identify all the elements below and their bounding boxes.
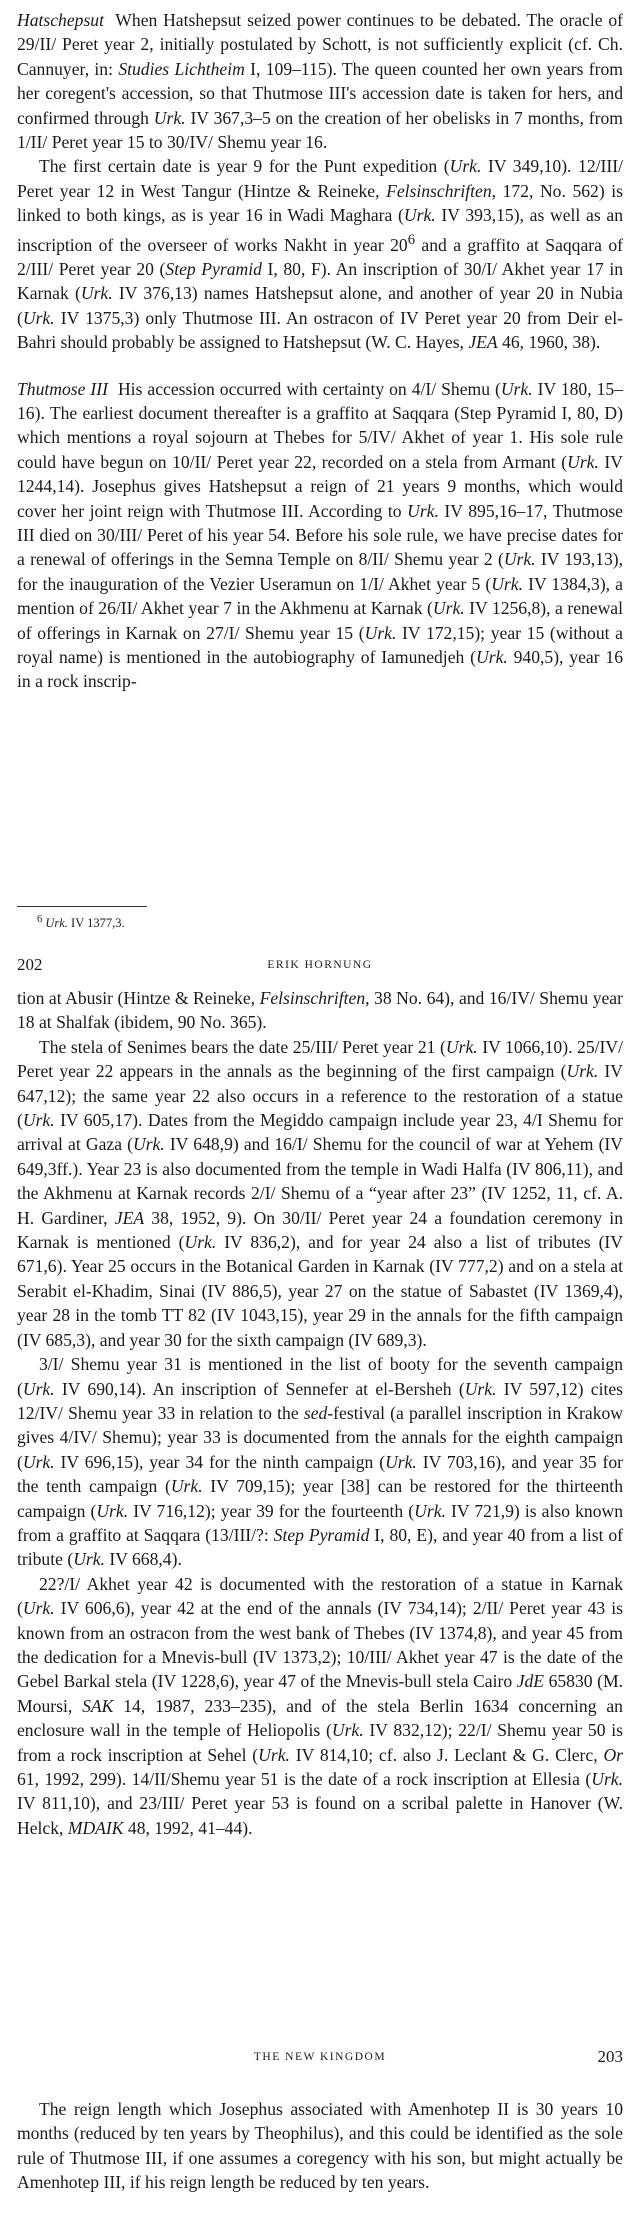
page-201-text bbox=[17, 8, 623, 694]
paragraph-abusir: tion at Abusir (Hintze & Reineke, Felsinschriften, 38 No. 64), and 16/IV/ Shemu year 18 at Shalfak (ibidem, 90 No. 365). bbox=[17, 988, 623, 1033]
page-number-202: 202 bbox=[17, 955, 43, 974]
page-number-203: 203 bbox=[597, 2047, 623, 2066]
footnote-rule bbox=[17, 906, 147, 907]
paragraph-josephus-reign-length: The reign length which Josephus associated with Amenhotep II is 30 years 10 months (reduced by ten years by Theophilus), and this could be identified as the sole rule of Thutmose III, if one assumes a coregency with his son, but might actually be Amenhotep III, if his reign length be reduced by ten years. bbox=[17, 2099, 623, 2193]
paragraph-senimes-stela: The stela of Senimes bears the date 25/III/ Peret year 21 (Urk. IV 1066,10). 25/IV/ Peret year 22 appears in the annals as the beginning of the first campaign (Urk. IV 647,12); the same year 22 also occurs in a reference to the restoration of a statue (Urk. IV 605,17). Dates from the Megiddo campaign include year 23, 4/I Shemu for arrival at Gaza (Urk. IV 648,9) and 16/I/ Shemu for the council of war at Yehem (IV 649,3ff.). Year 23 is also documented from the temple in Wadi Halfa (IV 806,11), and the Akhmenu at Karnak records 2/I/ Shemu of a “year after 23” (IV 1252, 11, cf. A. H. Gardiner, JEA 38, 1952, 9). On 30/II/ Peret year 24 a foundation ceremony in Karnak is mentioned (Urk. IV 836,2), and for year 24 also a list of tributes (IV 671,6). Year 25 occurs in the Botanical Garden in Karnak (IV 777,2) and on a stela at Serabit el-Khadim, Sinai (IV 886,5), year 27 on the statue of Sabastet (IV 1369,4), year 28 in the tomb TT 82 (IV 1043,15), year 29 in the annals for the fifth campaign (IV 685,3), and year 30 for the sixth campaign (IV 689,3). bbox=[17, 1036, 623, 1350]
paragraph-first-certain-date: The first certain date is year 9 for the Punt expedition (Urk. IV 349,10). 12/III/ Peret year 12 in West Tangur (Hintze & Reineke, Felsinschriften, 172, No. 562) is linked to both kings, as is year 16 in Wadi Maghara (Urk. IV 393,15), as well as an inscription of the overseer of works Nakht in year $20^6$ and a graffito at Saqqara of 2/III/ Peret year 20 (Step Pyramid I, 80, F). An inscription of 30/I/ Akhet year 17 in Karnak (Urk. IV 376,13) names Hatshepsut alone, and another of year 20 in Nubia (Urk. IV 1375,3) only Thutmose III. An ostracon of IV Peret year 20 from Deir el-Bahri should probably be assigned to Hatshepsut (W. C. Hayes, JEA 46, 1960, 38). bbox=[17, 156, 624, 353]
page-202-header bbox=[17, 955, 623, 977]
paragraph-hatshepsut: Hatschepsut When Hatshepsut seized power continues to be debated. The oracle of 29/II/ Peret year 2, initially postulated by Schott, is not sufficiently explicit (cf. Ch. Cannuyer, in: Studies Lichtheim I, 109–115). The queen counted her own years from her coregent's accession, so that Thutmose III's accession date is taken for hers, and confirmed through Urk. IV 367,3–5 on the creation of her obelisks in 7 months, from 1/II/ Peret year 15 to 30/IV/ Shemu year 16. bbox=[17, 10, 623, 153]
running-head-author: ERIK HORNUNG bbox=[267, 959, 373, 971]
running-head-section: THE NEW KINGDOM bbox=[253, 2051, 387, 2063]
paragraph-year-42: 22?/I/ Akhet year 42 is documented with the restoration of a statue in Karnak (Urk. IV 606,6), year 42 at the end of the annals (IV 734,14); 2/II/ Peret year 43 is known from an ostracon from the west bank of Thebes (IV 1374,8), and year 45 from the dedication for a Mnevis-bull (IV 1373,2); 10/III/ Akhet year 47 is the date of the Gebel Barkal stela (IV 1228,6), year 47 of the Mnevis-bull stela Cairo JdE 65830 (M. Moursi, SAK 14, 1987, 233–235), and of the stela Berlin 1634 concerning an enclosure wall in the temple of Heliopolis (Urk. IV 832,12); 22/I/ Shemu year 50 is from a rock inscription at Sehel (Urk. IV 814,10; cf. also J. Leclant & G. Clerc, Or 61, 1992, 299). 14/II/Shemu year 51 is the date of a rock inscription at Ellesia (Urk. IV 811,10), and 23/III/ Peret year 53 is found on a scribal palette in Hanover (W. Helck, MDAIK 48, 1992, 41–44). bbox=[17, 1573, 624, 1838]
footnote-6: $^6$ Urk. IV 1377,3. bbox=[37, 914, 125, 931]
paragraph-thutmose-iii: Thutmose III His accession occurred with certainty on 4/I/ Shemu (Urk. IV 180, 15–16). The earliest document thereafter is a graffito at Saqqara (Step Pyramid I, 80, D) which mentions a royal sojourn at Thebes for 5/IV/ Akhet of year 1. His sole rule could have begun on 10/II/ Peret year 22, recorded on a stela from Armant (Urk. IV 1244,14). Josephus gives Hatshepsut a reign of 21 years 9 months, which would cover her joint reign with Thutmose III. According to Urk. IV 895,16–17, Thutmose III died on 30/III/ Peret of his year 54. Before his sole rule, we have precise dates for a renewal of offerings in the Semna Temple on 8/II/ Shemu year 2 (Urk. IV 193,13), for the inauguration of the Vezier Useramun on 1/I/ Akhet year 5 (Urk. IV 1384,3), a mention of 26/II/ Akhet year 7 in the Akhmenu at Karnak (Urk. IV 1256,8), a renewal of offerings in Karnak on 27/I/ Shemu year 15 (Urk. IV 172,15); year 15 (without a royal name) is mentioned in the autobiography of Iamunedjeh (Urk. 940,5), year 16 in a rock inscrip- bbox=[17, 378, 624, 692]
page-203-text bbox=[17, 2097, 623, 2195]
page-203-header bbox=[17, 2047, 623, 2069]
paragraph-seventh-campaign: 3/I/ Shemu year 31 is mentioned in the list of booty for the seventh campaign (Urk. IV 690,14). An inscription of Sennefer at el-Bersheh (Urk. IV 597,12) cites 12/IV/ Shemu year 33 in relation to the sed-festival (a parallel inscription in Krakow gives 4/IV/ Shemu); year 33 is documented from the annals for the eighth campaign (Urk. IV 696,15), year 34 for the ninth campaign (Urk. IV 703,16), and year 35 for the tenth campaign (Urk. IV 709,15); year [38] can be restored for the thirteenth campaign (Urk. IV 716,12); year 39 for the fourteenth (Urk. IV 721,9) is also known from a graffito at Saqqara (13/III/?: Step Pyramid I, 80, E), and year 40 from a list of tribute (Urk. IV 668,4). bbox=[17, 1354, 624, 1570]
page-202-text bbox=[17, 986, 623, 1840]
